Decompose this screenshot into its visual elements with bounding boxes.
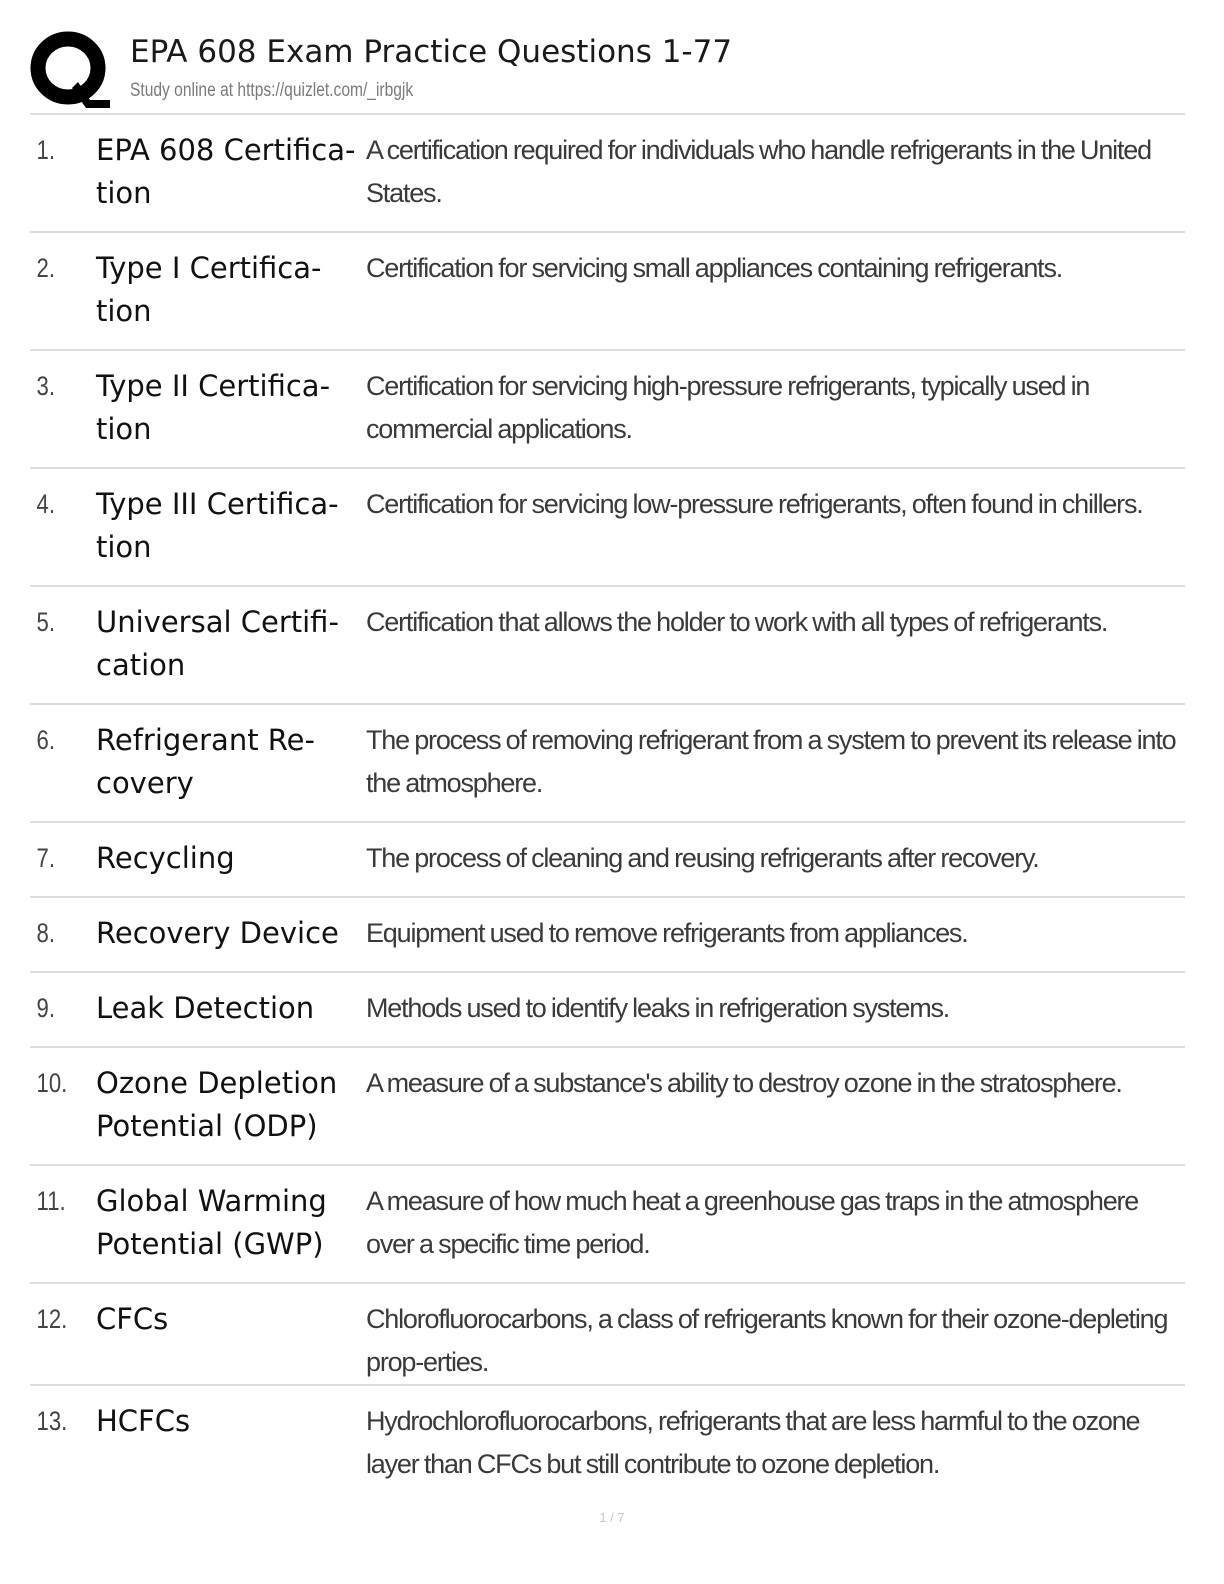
item-definition: Certification for servicing low-pressure refrigerants, often found in chillers.	[366, 489, 1143, 519]
item-term: Type III Certifica-​tion	[96, 487, 339, 564]
item-term: Universal Certifi-​cation	[96, 605, 339, 682]
item-number: 11.	[36, 1186, 66, 1216]
item-definition: Chlorofluorocarbons, a class of refrigerants known for their ozone-depleting prop-​erties.	[366, 1304, 1168, 1377]
item-term: Leak Detection	[96, 991, 315, 1025]
list-item	[30, 1386, 1185, 1486]
item-number: 4.	[36, 489, 56, 519]
item-definition: Certification for servicing small appliances containing refrigerants.	[366, 253, 1063, 283]
item-term: Global Warming Potential (GWP)	[96, 1184, 327, 1261]
list-item	[30, 973, 1185, 1048]
list-item	[30, 587, 1185, 705]
document-header	[30, 30, 1190, 114]
item-term: Ozone Depletion Potential (ODP)	[96, 1066, 338, 1143]
list-item	[30, 1166, 1185, 1284]
list-item	[30, 351, 1185, 469]
item-number: 2.	[36, 253, 56, 283]
item-definition: Methods used to identify leaks in refrigeration systems.	[366, 993, 950, 1023]
item-term: Refrigerant Re-​covery	[96, 723, 315, 800]
term-list	[30, 113, 1185, 1486]
item-number: 6.	[36, 725, 56, 755]
list-item	[30, 115, 1185, 233]
item-term: CFCs	[96, 1302, 169, 1336]
item-number: 7.	[36, 843, 56, 873]
item-definition: A certification required for individuals who handle refrigerants in the United States.	[366, 135, 1151, 208]
item-definition: A measure of how much heat a greenhouse gas traps in the atmosphere over a specific time period.	[366, 1186, 1139, 1259]
item-definition: Certification that allows the holder to work with all types of refrigerants.	[366, 607, 1108, 637]
item-definition: A measure of a substance's ability to destroy ozone in the stratosphere.	[366, 1068, 1122, 1098]
page-title: EPA 608 Exam Practice Questions 1-77	[130, 34, 733, 70]
item-term: Type II Certifica-​tion	[96, 369, 331, 446]
list-item	[30, 469, 1185, 587]
item-definition: The process of cleaning and reusing refrigerants after recovery.	[366, 843, 1039, 873]
item-number: 3.	[36, 371, 56, 401]
list-item	[30, 705, 1185, 823]
item-number: 5.	[36, 607, 56, 637]
item-definition: Equipment used to remove refrigerants from appliances.	[366, 918, 968, 948]
item-number: 1.	[36, 135, 56, 165]
item-term: Type I Certifica-​tion	[96, 251, 322, 328]
page-number: 1 / 7	[599, 1510, 625, 1525]
item-number: 9.	[36, 993, 56, 1023]
list-item	[30, 1284, 1185, 1386]
item-definition: Hydrochlorofluorocarbons, refrigerants that are less harmful to the ozone layer than CFCs but still contribute to ozone depletion.	[366, 1406, 1140, 1479]
item-number: 13.	[36, 1406, 68, 1436]
item-term: Recovery Device	[96, 916, 339, 950]
study-online-link[interactable]: Study online at https://quizlet.com/_irbgjk	[130, 80, 414, 101]
list-item	[30, 898, 1185, 973]
item-definition: Certification for servicing high-pressure refrigerants, typically used in commercial applications.	[366, 371, 1090, 444]
item-number: 8.	[36, 918, 56, 948]
item-number: 12.	[36, 1304, 68, 1334]
item-number: 10.	[36, 1068, 68, 1098]
item-term: Recycling	[96, 841, 235, 875]
quizlet-logo-icon	[30, 30, 110, 108]
list-item	[30, 823, 1185, 898]
list-item	[30, 1048, 1185, 1166]
item-term: HCFCs	[96, 1404, 191, 1438]
list-item	[30, 233, 1185, 351]
item-definition: The process of removing refrigerant from a system to prevent its release into the atmosphere.	[366, 725, 1176, 798]
item-term: EPA 608 Certifica-​tion	[96, 133, 356, 210]
